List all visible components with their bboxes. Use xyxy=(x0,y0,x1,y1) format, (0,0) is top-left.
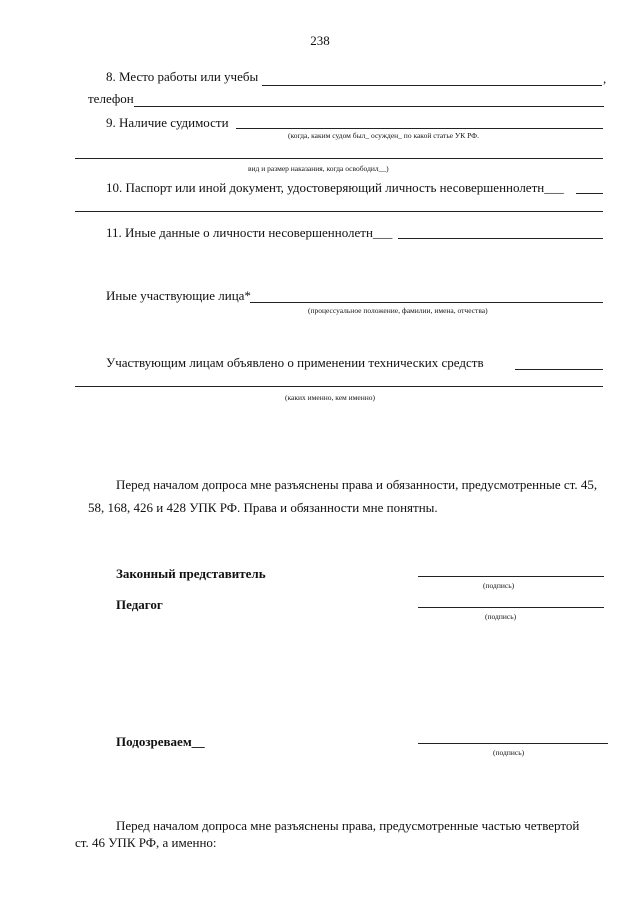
legal-rep-signature-line xyxy=(418,576,604,577)
phone-line xyxy=(134,106,604,107)
legal-rep-label: Законный представитель xyxy=(116,566,266,581)
item8-trailing-comma: , xyxy=(603,71,607,86)
item10-label: 10. Паспорт или иной документ, удостоверяющий личность несовершеннолетн___ xyxy=(106,180,564,195)
page-number: 238 xyxy=(310,33,330,48)
suspect-label: Подозреваем__ xyxy=(116,734,205,749)
item10-line-end xyxy=(576,193,603,194)
other-participants-label: Иные участвующие лица* xyxy=(106,288,251,303)
other-participants-hint: (процессуальное положение, фамилии, имена, отчества) xyxy=(308,306,488,315)
other-participants-line xyxy=(250,302,603,303)
item8-workplace-line xyxy=(262,85,602,86)
rights-paragraph2-line1: Перед началом допроса мне разъяснены права, предусмотренные частью четвертой xyxy=(116,818,580,833)
rights-paragraph-line2: 58, 168, 426 и 428 УПК РФ. Права и обязанности мне понятны. xyxy=(88,500,438,515)
item11-line xyxy=(398,238,603,239)
teacher-label: Педагог xyxy=(116,597,163,612)
suspect-signature-hint: (подпись) xyxy=(493,748,525,757)
item8-label: 8. Место работы или учебы xyxy=(106,69,259,84)
item9-hint2: вид и размер наказания, когда освободил__) xyxy=(248,164,389,173)
teacher-signature-hint: (подпись) xyxy=(485,612,517,621)
legal-rep-signature-hint: (подпись) xyxy=(483,581,515,590)
rights-paragraph-line1: Перед началом допроса мне разъяснены права и обязанности, предусмотренные ст. 45, xyxy=(116,477,598,492)
suspect-signature-line xyxy=(418,743,608,744)
item9-line xyxy=(236,128,603,129)
teacher-signature-line xyxy=(418,607,604,608)
phone-label: телефон xyxy=(88,91,134,106)
item9-line2 xyxy=(75,158,603,159)
rights-paragraph2-line2: ст. 46 УПК РФ, а именно: xyxy=(75,835,217,850)
technical-means-hint: (каких именно, кем именно) xyxy=(285,393,376,402)
item10-line2 xyxy=(75,211,603,212)
technical-means-line xyxy=(515,369,603,370)
technical-means-line2 xyxy=(75,386,603,387)
item9-label: 9. Наличие судимости xyxy=(106,115,229,130)
item11-label: 11. Иные данные о личности несовершеннолетн___ xyxy=(106,225,393,240)
technical-means-label: Участвующим лицам объявлено о применении технических средств xyxy=(106,355,484,370)
item9-hint1: (когда, каким судом был_ осужден_ по какой статье УК РФ. xyxy=(288,131,479,140)
